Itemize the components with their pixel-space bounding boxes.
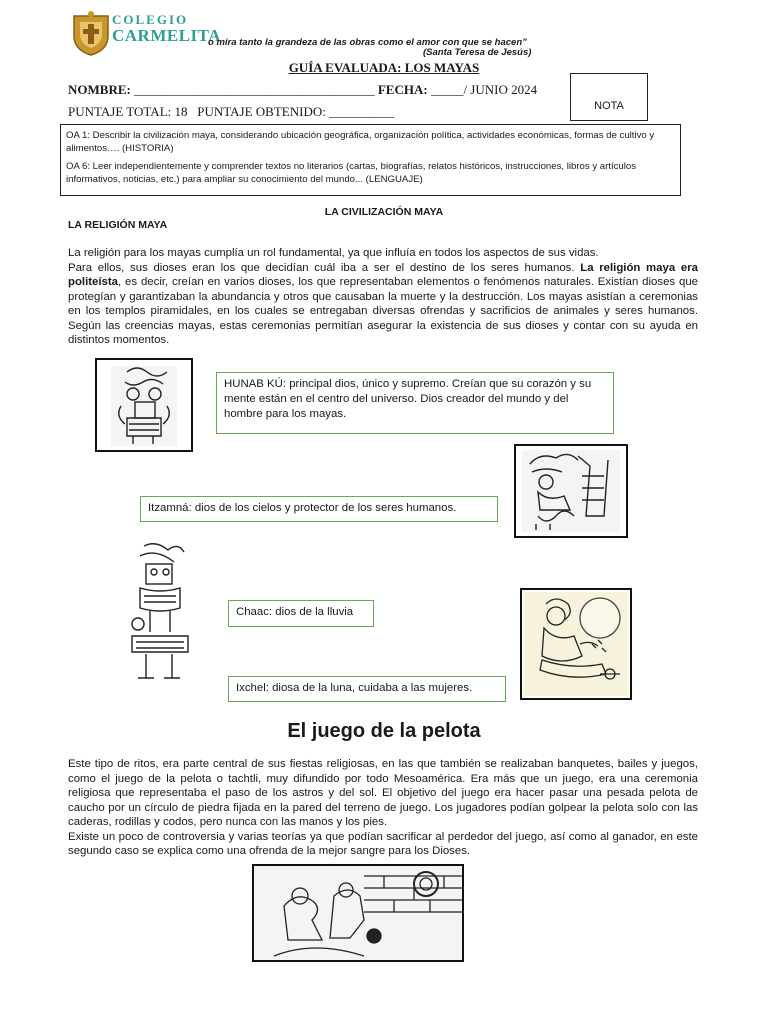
ixchel-illustration bbox=[520, 588, 632, 700]
grade-label: NOTA bbox=[594, 100, 624, 112]
itzamna-illustration bbox=[514, 444, 628, 538]
logo-word-carmelita: CARMELITA bbox=[112, 26, 222, 45]
logo-word-colegio: COLEGIO bbox=[112, 12, 189, 27]
name-date-row bbox=[68, 82, 537, 98]
chaac-caption: Chaac: dios de la lluvia bbox=[228, 600, 374, 627]
religion-intro-line: La religión para los mayas cumplía un rol fundamental, ya que influía en todos los aspectos de sus vidas. bbox=[68, 247, 599, 259]
hunab-ku-illustration bbox=[95, 358, 193, 452]
ball-game-illustration bbox=[252, 864, 464, 962]
ball-game-description: Este tipo de ritos, era parte central de sus fiestas religiosas, en las que también se realizaban banquetes, bailes y juegos, como el juego de la pelota o tachtli, muy difundido por todo Mesoamérica. Era más que un juego, era una ceremonia religiosa que representaba el paso de los astros y del sol. El objetivo del juego era hacer pasar una pesada pelota de caucho por un círculo de piedra fijada en la pared del terreno de juego. Los jugadores podían golpear la pelota solo con las caderas, rodillas y codos, pero nunca con las manos y los pies. bbox=[68, 758, 698, 828]
section-subtitle: LA RELIGIÓN MAYA bbox=[68, 219, 168, 231]
score-row bbox=[68, 104, 394, 120]
ball-game-title: El juego de la pelota bbox=[287, 720, 481, 742]
ball-game-controversy: Existe un poco de controversia y varias teorías ya que podían sacrificar al perdedor del juego, así como al ganador, en este segundo caso se explica como una ofrenda de la mejor sangre para los Dioses. bbox=[68, 830, 698, 857]
itzamna-caption: Itzamná: dios de los cielos y protector de los seres humanos. bbox=[140, 496, 498, 522]
learning-objectives-box bbox=[60, 124, 681, 196]
hunab-ku-caption: HUNAB KÚ: principal dios, único y supremo. Creían que su corazón y su mente están en el centro del universo. Dios creador del mundo y del hombre para los mayas. bbox=[216, 372, 614, 434]
religion-paragraph bbox=[68, 246, 698, 348]
ixchel-caption: Ixchel: diosa de la luna, cuidaba a las mujeres. bbox=[228, 676, 506, 702]
school-crest-icon bbox=[70, 10, 112, 56]
objective-oa6: OA 6: Leer independientemente y comprender textos no literarios (cartas, biografías, relatos históricos, instrucciones, libros y artículos informativos, noticias, etc.) para ampliar su conocimiento del mundo... (LENGUAJE) bbox=[66, 161, 637, 185]
objective-oa1: OA 1: Describir la civilización maya, considerando ubicación geográfica, organización política, actividades económicas, formas de cultivo y alimentos…. (HISTORIA) bbox=[66, 130, 655, 154]
obtained-score-field[interactable]: __________ bbox=[329, 104, 395, 119]
section-title: LA CIVILIZACIÓN MAYA bbox=[324, 206, 444, 218]
total-score-label: PUNTAJE TOTAL: 18 bbox=[68, 104, 188, 119]
name-field[interactable]: _____________________________________ bbox=[134, 82, 375, 97]
chaac-illustration bbox=[110, 538, 210, 686]
ball-game-paragraph bbox=[68, 757, 698, 859]
polytheism-highlight: La religión maya era politeísta bbox=[68, 261, 698, 288]
motto-author: (Santa Teresa de Jesús) bbox=[423, 47, 532, 58]
religion-body: Para ellos, sus dioses eran los que decidían cuál iba a ser el destino de los seres humanos. La religión maya era politeísta, es decir, creían en varios dioses, los que representaban elementos o fenómenos naturales. Existían dioses que protegían y garantizaban la abundancia y otros que causaban la muerte y la destrucción. Los mayas asistían a ceremonias en los templos piramidales, en los cuales se entregaban diversas ofrendas y sacrificios de animales y seres humanos. Según las creencias mayas, estas ceremonias permitían asegurar la existencia de sus dioses y contar con su ayuda en distintos momentos. bbox=[68, 261, 698, 346]
date-label: FECHA: bbox=[377, 82, 428, 97]
guide-title: GUÍA EVALUADA: LOS MAYAS bbox=[288, 60, 480, 75]
date-field[interactable]: _____/ JUNIO 2024 bbox=[430, 82, 538, 97]
grade-box[interactable] bbox=[570, 73, 648, 121]
obtained-score-label: PUNTAJE OBTENIDO: bbox=[197, 104, 326, 119]
name-label: NOMBRE: bbox=[68, 82, 131, 97]
motto-quote: o mira tanto la grandeza de las obras como el amor con que se hacen” bbox=[208, 37, 527, 48]
